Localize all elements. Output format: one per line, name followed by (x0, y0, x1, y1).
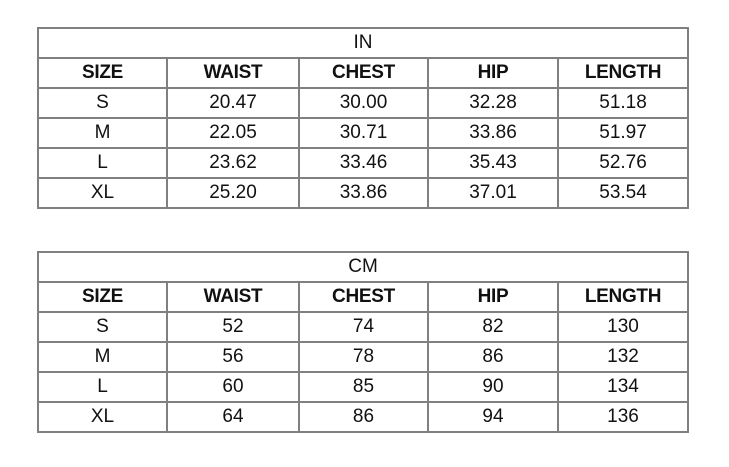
waist-cell: 20.47 (167, 88, 299, 118)
hip-cell: 37.01 (428, 178, 558, 208)
size-cell: XL (38, 402, 167, 432)
size-cell: M (38, 342, 167, 372)
table-unit-title: CM (38, 252, 688, 282)
table-row (38, 118, 688, 148)
waist-cell: 64 (167, 402, 299, 432)
table-row (38, 312, 688, 342)
waist-cell: 22.05 (167, 118, 299, 148)
column-header-chest: CHEST (299, 282, 428, 312)
table-row (38, 148, 688, 178)
table-header-row (38, 58, 688, 88)
hip-cell: 35.43 (428, 148, 558, 178)
chest-cell: 74 (299, 312, 428, 342)
waist-cell: 56 (167, 342, 299, 372)
length-cell: 130 (558, 312, 688, 342)
hip-cell: 86 (428, 342, 558, 372)
table-unit-title: IN (38, 28, 688, 58)
length-cell: 136 (558, 402, 688, 432)
column-header-length: LENGTH (558, 58, 688, 88)
waist-cell: 25.20 (167, 178, 299, 208)
hip-cell: 94 (428, 402, 558, 432)
length-cell: 134 (558, 372, 688, 402)
table-title-row (38, 252, 688, 282)
length-cell: 132 (558, 342, 688, 372)
size-cell: L (38, 148, 167, 178)
column-header-waist: WAIST (167, 58, 299, 88)
column-header-size: SIZE (38, 282, 167, 312)
hip-cell: 82 (428, 312, 558, 342)
table-row (38, 342, 688, 372)
waist-cell: 52 (167, 312, 299, 342)
hip-cell: 32.28 (428, 88, 558, 118)
column-header-length: LENGTH (558, 282, 688, 312)
length-cell: 53.54 (558, 178, 688, 208)
table-title-row (38, 28, 688, 58)
table-header-row (38, 282, 688, 312)
column-header-waist: WAIST (167, 282, 299, 312)
size-chart-inches (37, 27, 689, 209)
table-row (38, 88, 688, 118)
hip-cell: 90 (428, 372, 558, 402)
chest-cell: 30.00 (299, 88, 428, 118)
chest-cell: 33.86 (299, 178, 428, 208)
size-cell: S (38, 88, 167, 118)
size-cell: S (38, 312, 167, 342)
column-header-chest: CHEST (299, 58, 428, 88)
size-cell: M (38, 118, 167, 148)
length-cell: 52.76 (558, 148, 688, 178)
length-cell: 51.97 (558, 118, 688, 148)
chest-cell: 33.46 (299, 148, 428, 178)
column-header-hip: HIP (428, 282, 558, 312)
column-header-size: SIZE (38, 58, 167, 88)
size-chart-centimeters (37, 251, 689, 433)
chest-cell: 86 (299, 402, 428, 432)
waist-cell: 23.62 (167, 148, 299, 178)
table-row (38, 372, 688, 402)
length-cell: 51.18 (558, 88, 688, 118)
size-cell: L (38, 372, 167, 402)
hip-cell: 33.86 (428, 118, 558, 148)
waist-cell: 60 (167, 372, 299, 402)
chest-cell: 78 (299, 342, 428, 372)
chest-cell: 30.71 (299, 118, 428, 148)
size-cell: XL (38, 178, 167, 208)
chest-cell: 85 (299, 372, 428, 402)
table-row (38, 402, 688, 432)
table-row (38, 178, 688, 208)
column-header-hip: HIP (428, 58, 558, 88)
